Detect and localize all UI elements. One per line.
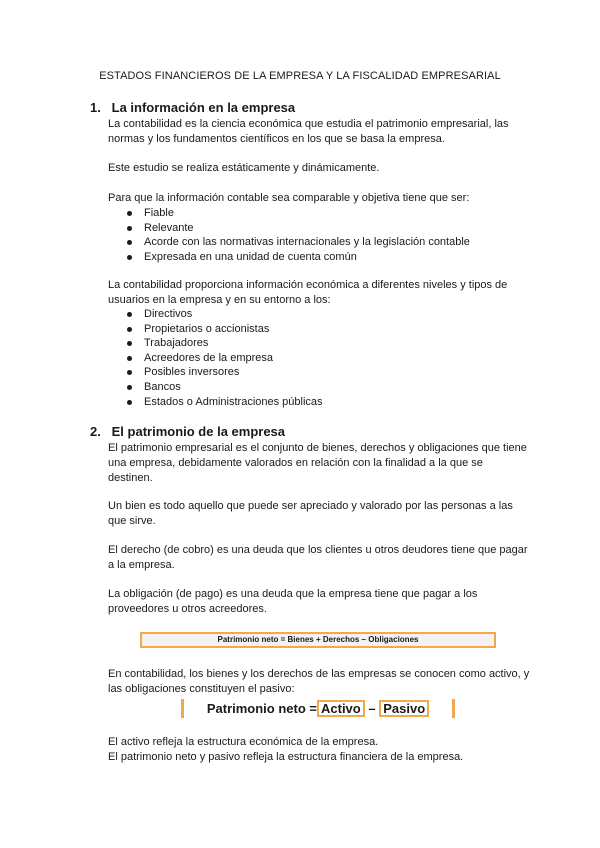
minus-sign: –: [368, 701, 376, 716]
activo-term: Activo: [317, 700, 365, 717]
section-2-number: 2.: [90, 424, 101, 439]
paragraph: El derecho (de cobro) es una deuda que los clientes u otros deudores tiene que pagar a la empresa.: [108, 544, 528, 571]
paragraph: Un bien es todo aquello que puede ser apreciado y valorado por las personas a las que sirve.: [108, 500, 513, 527]
bullet-list-requirements: [108, 206, 470, 264]
paragraph: Este estudio se realiza estáticamente y dinámicamente.: [108, 162, 380, 174]
list-item: Propietarios o accionistas: [108, 322, 323, 337]
section-2-heading: [90, 424, 285, 439]
paragraph: El activo refleja la estructura económica de la empresa.: [108, 736, 379, 748]
paragraph: La obligación (de pago) es una deuda que la empresa tiene que pagar a los proveedores u otros acreedores.: [108, 588, 478, 615]
list-item: Acorde con las normativas internacionales y la legislación contable: [108, 235, 470, 250]
paragraph: El patrimonio empresarial es el conjunto de bienes, derechos y obligaciones que tiene una empresa, debidamente valorados en relación con la finalidad a la que se destinen.: [108, 442, 527, 484]
list-item: Relevante: [108, 221, 470, 236]
section-1-heading: [90, 100, 295, 115]
list-item: Posibles inversores: [108, 365, 323, 380]
patrimonio-formula-box: Patrimonio neto = Bienes + Derechos – Obligaciones: [140, 632, 496, 648]
paragraph: El patrimonio neto y pasivo refleja la estructura financiera de la empresa.: [108, 751, 464, 763]
list-item: Expresada en una unidad de cuenta común: [108, 250, 470, 265]
document-title: ESTADOS FINANCIEROS DE LA EMPRESA Y LA FISCALIDAD EMPRESARIAL: [99, 70, 501, 82]
paragraph: La contabilidad proporciona información económica a diferentes niveles y tipos de usuarios en la empresa y en su entorno a los:: [108, 279, 508, 306]
list-item: Bancos: [108, 380, 323, 395]
patrimonio-equation: [181, 699, 455, 718]
pasivo-term: Pasivo: [379, 700, 429, 717]
list-item: Estados o Administraciones públicas: [108, 395, 323, 410]
list-item: Directivos: [108, 307, 323, 322]
section-2-title: El patrimonio de la empresa: [111, 424, 286, 439]
section-1-number: 1.: [90, 100, 101, 115]
paragraph: En contabilidad, los bienes y los derechos de las empresas se conocen como activo, y las obligaciones constituyen el pasivo:: [108, 668, 530, 695]
list-item: Trabajadores: [108, 336, 323, 351]
paragraph: Para que la información contable sea comparable y objetiva tiene que ser:: [108, 192, 470, 204]
list-item: Acreedores de la empresa: [108, 351, 323, 366]
bullet-list-users: [108, 307, 323, 409]
equation-lhs: Patrimonio neto =: [206, 701, 317, 716]
list-item: Fiable: [108, 206, 470, 221]
section-1-title: La información en la empresa: [111, 100, 296, 115]
paragraph: La contabilidad es la ciencia económica que estudia el patrimonio empresarial, las normas y los fundamentos científicos en los que se basa la empresa.: [108, 118, 509, 145]
